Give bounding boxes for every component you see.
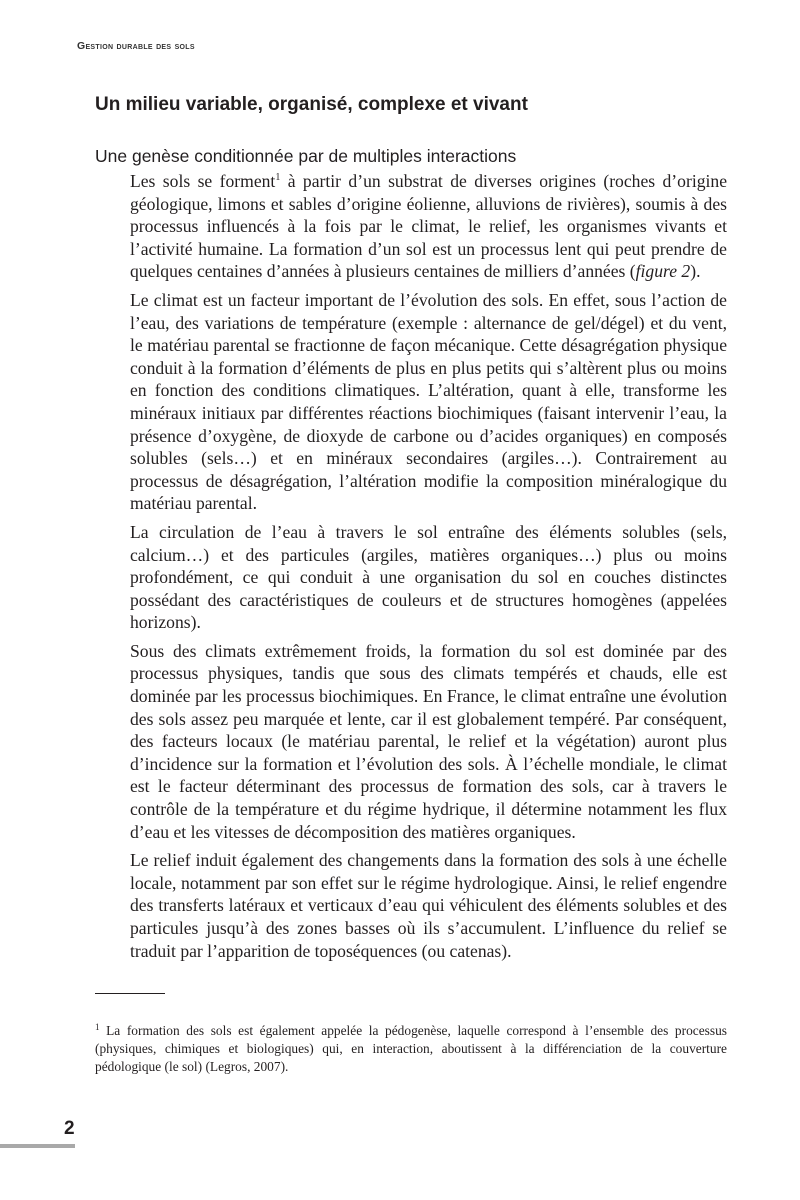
paragraph-5: Le relief induit également des changements dans la formation des sols à une échelle locale, notamment par son effet sur le régime hydrologique. Ainsi, le relief engendre des transferts latéraux et verticaux d’eau qui véhiculent des éléments solubles et des particules jusqu’à des zones basses où ils s’accumulent. L’influence du relief se traduit par l’apparition de toposéquences (ou catenas). [130, 850, 727, 961]
paragraph-2: Le climat est un facteur important de l’évolution des sols. En effet, sous l’action de l’eau, des variations de température (exemple : alternance de gel/dégel) et du vent, le matériau parental se fractionne de façon mécanique. Cette désagrégation physique conduit à la formation d’éléments de plus en plus petits qui s’altèrent plus ou moins en fonction des conditions climatiques. L’altération, quant à elle, transforme les minéraux initiaux par différentes réactions biochimiques (faisant intervenir l’eau, la présence d’oxygène, de dioxyde de carbone ou d’acides organiques) en composés solubles (sels…) et en minéraux secondaires (argiles…). Contrairement au processus de désagrégation, l’altération modifie la composition minéralogique du matériau parental. [130, 289, 727, 514]
paragraph-1-text-continued: à partir d’un substrat de diverses origines (roches d’origine géologique, limons et sables d’origine éolienne, alluvions de rivières), soumis à des processus influencés à la fois par le climat, le relief, les organismes vivants et l’activité humaine. La formation d’un sol est un processus lent qui peut prendre de quelques centaines d’années à plusieurs centaines de milliers d’années ( [130, 171, 727, 282]
subsection-title: Une genèse conditionnée par de multiples interactions [95, 146, 517, 166]
paragraph-4: Sous des climats extrêmement froids, la formation du sol est dominée par des processus physiques, tandis que sous des climats tempérés et chauds, elle est dominée par les processus biochimiques. En France, le climat entraîne une évolution des sols assez peu marquée et lente, car il est globalement tempéré. Par conséquent, des facteurs locaux (le matériau parental, le relief et la végétation) auront plus d’incidence sur la formation et l’évolution des sols. À l’échelle mondiale, le climat est le facteur déterminant des processus de formation des sols, car à travers le contrôle de la température et du régime hydrique, il détermine notamment les flux d’eau et les vitesses de décomposition des matières organiques. [130, 640, 727, 842]
footnote-mark: 1 [95, 1022, 100, 1032]
footnote-reference[interactable]: 1 [275, 172, 281, 183]
page-number-bar [0, 1144, 75, 1148]
paragraph-1-text: Les sols se forment [130, 171, 276, 191]
section-title: Un milieu variable, organisé, complexe et vivant [95, 94, 528, 115]
paragraph-1-end: ). [690, 261, 701, 282]
paragraph-1 [130, 170, 727, 283]
footnote-divider [95, 993, 165, 994]
footnote [95, 1022, 727, 1076]
page-number: 2 [64, 1118, 75, 1139]
figure-reference: figure 2 [635, 261, 691, 282]
footnote-text: La formation des sols est également appelée la pédogenèse, laquelle correspond à l’ensemble des processus (physiques, chimiques et biologiques) qui, en interaction, aboutissent à la différenciation de la couverture pédologique (le sol) (Legros, 2007). [95, 1023, 727, 1074]
running-header: Gestion durable des sols [77, 40, 195, 52]
body-text [130, 170, 727, 968]
paragraph-3: La circulation de l’eau à travers le sol entraîne des éléments solubles (sels, calcium…) et des particules (argiles, matières organiques…) plus ou moins profondément, ce qui conduit à une organisation du sol en couches distinctes possédant des caractéristiques de couleurs et de structures homogènes (appelées horizons). [130, 521, 727, 633]
